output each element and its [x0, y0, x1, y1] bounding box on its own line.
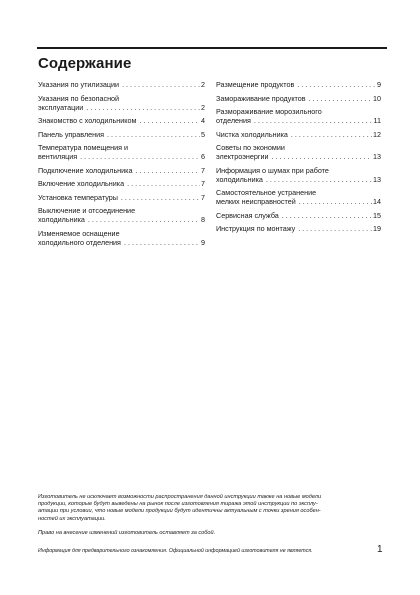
toc-page-number: 8: [201, 215, 205, 224]
dot-leader: [88, 215, 200, 224]
toc-entry-title: Включение холодильника: [38, 179, 125, 188]
toc-entry-title: Информация о шумах при работе: [216, 165, 329, 175]
toc-entry-title: холодильника: [38, 215, 85, 224]
toc-entry: [216, 80, 381, 89]
toc-page-number: 9: [201, 237, 205, 247]
toc-entry-title: Указания по безопасной: [38, 93, 120, 103]
dot-leader: [107, 130, 200, 139]
toc-entry: [38, 80, 205, 89]
toc-entry-title: Панель управления: [38, 129, 105, 139]
toc-entry: [216, 94, 381, 103]
toc-entry: [38, 130, 205, 139]
toc-entry: [38, 143, 205, 161]
toc-entry: [38, 116, 205, 125]
dot-leader: [122, 80, 200, 89]
toc-entry: [216, 211, 381, 220]
toc-page-number: 10: [373, 93, 381, 103]
disclaimer-line: ностей их эксплуатации.: [38, 515, 106, 522]
toc-entry-title: отделения: [216, 116, 251, 125]
toc-entry-title: вентиляция: [38, 152, 78, 161]
toc-page-number: 11: [373, 116, 381, 125]
toc-entry-title: Выключение и отсоединение: [38, 206, 136, 215]
toc-left-column: [38, 80, 205, 251]
toc-page-number: 13: [373, 152, 381, 161]
toc-page-number: 7: [201, 165, 205, 175]
dot-leader: [86, 103, 200, 112]
dot-leader: [299, 197, 372, 206]
toc-entry-title: Изменяемое оснащение: [38, 228, 120, 238]
toc-entry-title: Самостоятельное устранение: [216, 188, 317, 197]
toc-page-number: 9: [377, 80, 381, 89]
toc-entry-title: Советы по экономии: [216, 143, 285, 152]
toc-entry-title: Размещение продуктов: [216, 80, 295, 89]
toc-entry-title: эксплуатации: [38, 102, 84, 112]
page-title: Содержание: [38, 55, 132, 72]
dot-leader: [124, 238, 200, 247]
dot-leader: [121, 193, 200, 202]
dot-leader: [135, 166, 200, 175]
toc-entry-title: Инструкция по монтажу: [216, 224, 296, 233]
dot-leader: [272, 152, 373, 161]
toc-page-number: 6: [201, 152, 205, 161]
toc-entry-title: холодильника: [216, 174, 263, 184]
disclaimer-line: Изготовитель не исключает возможности распространения данной инструкции также на новые модели: [38, 494, 322, 500]
toc-entry: [216, 188, 381, 206]
dot-leader: [309, 94, 372, 103]
toc-page-number: 7: [201, 192, 205, 202]
dot-leader: [80, 152, 200, 161]
toc-entry: [38, 193, 205, 202]
toc-entry-title: Чистка холодильника: [216, 129, 288, 139]
toc-entry-title: электроэнергии: [216, 152, 269, 161]
toc-page-number: 5: [201, 129, 205, 139]
toc-entry: [216, 166, 381, 184]
dot-leader: [254, 116, 373, 125]
dot-leader: [266, 175, 372, 184]
disclaimer: [38, 494, 383, 524]
dot-leader: [297, 80, 376, 89]
toc-entry-title: Сервисная служба: [216, 210, 279, 220]
disclaimer-line: атации при условии, что новые модели продукции будут идентичны актуальным с точки зрения особен-: [38, 508, 321, 515]
toc-entry: [216, 143, 381, 161]
toc-entry: [38, 166, 205, 175]
toc-entry-title: Подключение холодильника: [38, 165, 133, 175]
toc-entry: [38, 179, 205, 188]
toc-entry: [216, 107, 381, 125]
page-number: 1: [377, 544, 383, 555]
toc-page-number: 12: [373, 129, 381, 139]
toc-entry-title: Установка температуры: [38, 192, 118, 202]
toc-page-number: 4: [201, 116, 205, 125]
toc-entry-title: Знакомство с холодильником: [38, 116, 137, 125]
toc-entry: [216, 224, 381, 233]
dot-leader: [291, 130, 372, 139]
preliminary-notice: Информация для предварительного ознакомления. Официальной информацией изготовителя не является.: [38, 548, 313, 554]
toc-entry-title: Температура помещения и: [38, 143, 129, 152]
toc-right-column: [216, 80, 381, 238]
dot-leader: [298, 224, 372, 233]
toc-entry-title: Указания по утилизации: [38, 80, 120, 89]
toc-entry: [38, 206, 205, 224]
toc-entry: [38, 94, 205, 112]
toc-page-number: 2: [201, 102, 205, 112]
toc-page-number: 2: [201, 80, 205, 89]
toc-page-number: 7: [201, 179, 205, 188]
dot-leader: [282, 211, 372, 220]
toc-entry: [38, 229, 205, 247]
toc-entry-title: мелких неисправностей: [216, 197, 296, 206]
toc-page-number: 13: [373, 174, 381, 184]
disclaimer-line: продукции, которые будут выведены на рынок после изготовления тиража этой инструкции по эксплу-: [38, 501, 318, 508]
toc-entry: [216, 130, 381, 139]
toc-entry-title: холодильного отделения: [38, 237, 121, 247]
dot-leader: [139, 116, 200, 125]
toc-entry-title: Размораживание морозильного: [216, 107, 322, 116]
dot-leader: [127, 179, 200, 188]
title-rule: [37, 47, 387, 49]
toc-page-number: 15: [373, 210, 381, 220]
rights-notice: Право на внесение изменений изготовитель оставляет за собой.: [38, 530, 216, 536]
toc-entry-title: Замораживание продуктов: [216, 93, 306, 103]
toc-page-number: 14: [373, 197, 381, 206]
toc-page-number: 19: [373, 224, 381, 233]
